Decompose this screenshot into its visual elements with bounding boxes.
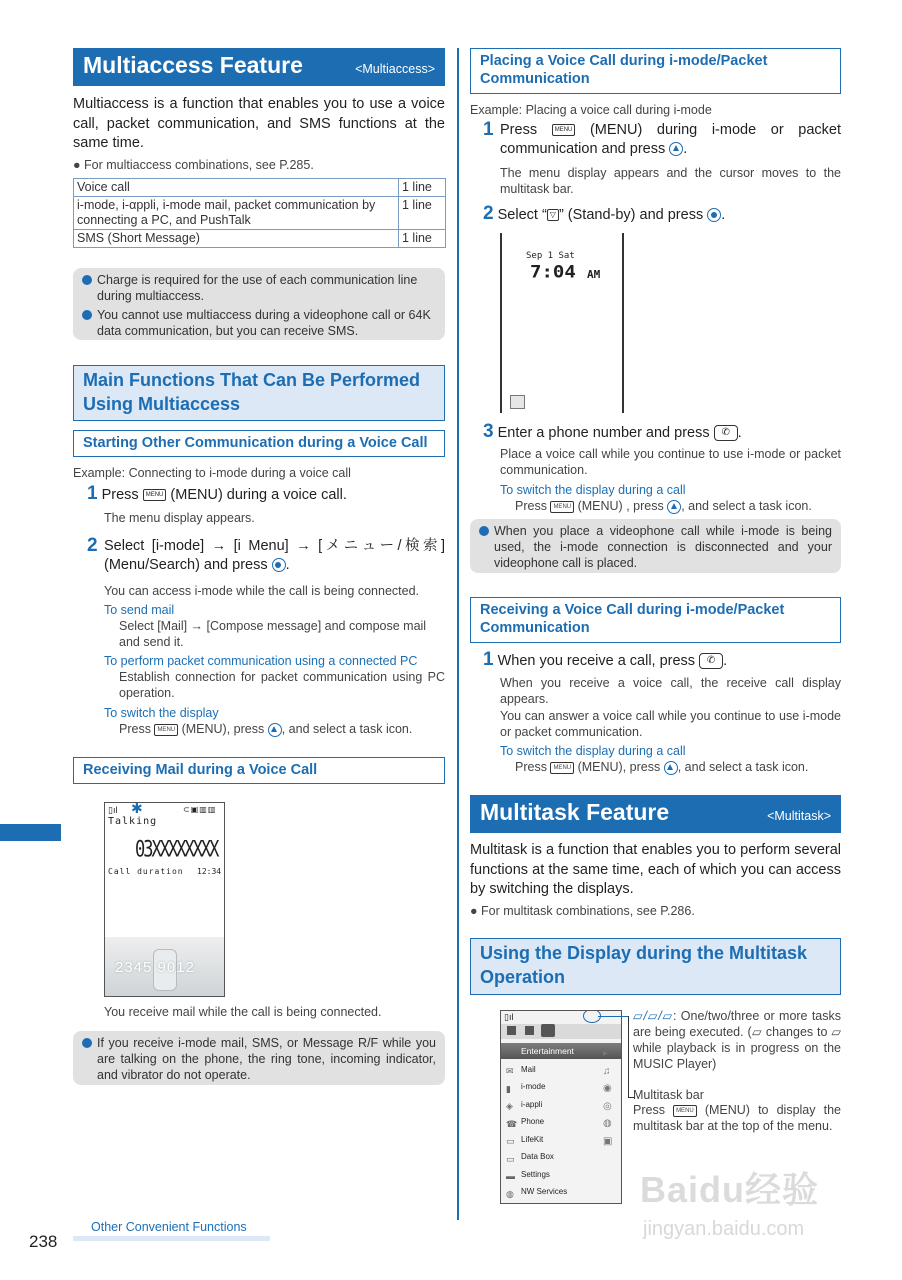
keypad-graphic [105,937,224,996]
note-item [82,272,434,304]
camera-icon [541,1024,555,1037]
multiaccess-intro: Multiaccess is a function that enables you to use a voice call, packet communication, and SMS functions at the same time. [73,96,445,151]
text: , and select a task icon. [681,499,812,513]
starting-header: Starting Other Communication during a Voice Call [73,430,445,457]
table-row [74,197,446,230]
packet-text: Establish connection for packet communication using PC operation. [119,670,445,700]
bullet-icon: ● [470,904,478,918]
annot-text: changes to [765,1025,828,1039]
switch-text [119,721,445,737]
receiving-switch-label: To switch the display during a call [500,744,686,758]
standby-icon [507,1026,516,1035]
packet-label: To perform packet communication using a connected PC [104,654,418,668]
placing-switch-text [515,498,841,514]
receiving-mail-header: Receiving Mail during a Voice Call [73,757,445,784]
music-task-icon: ▱ [831,1025,841,1039]
keypad-digits: 2345 9012 [115,959,195,976]
step-text: Press [101,487,139,503]
multitask-ref: ● For multitask combinations, see P.286. [470,904,695,918]
step-number: 1 [87,483,98,504]
send-mail-label: To send mail [104,603,175,617]
column-divider [457,48,459,1220]
step-text: ” (Stand-by) and press [558,207,704,223]
multiaccess-title: Multiaccess Feature [83,52,303,78]
placing-step3-desc: Place a voice call while you continue to use i-mode or packet communication. [500,447,841,477]
screen-time: 7:04 [530,262,576,282]
menu-key-icon: MENU [552,124,576,136]
receiving-mail-caption: You receive mail while the call is being connected. [104,1005,382,1019]
duration-value: 12:34 [197,867,222,876]
mail-indicator-icon: ✱ [131,802,143,816]
footer-section [73,1219,270,1241]
screen-date: Sep 1 Sat [526,251,575,261]
multitask-tag: <Multitask> [767,809,831,823]
menu-key-icon: MENU [550,762,574,774]
placing-header: Placing a Voice Call during i-mode/Packet Communication [470,48,841,94]
table-cell: Voice call [74,179,399,197]
note-text: Charge is required for the use of each communication line during multiaccess. [97,273,418,303]
placing-step2: 2 Select “ ▽ ” (Stand-by) and press . [483,203,726,224]
menu-label: Mail [521,1065,536,1074]
note-text: When you place a videophone call while i-mode is being used, the i-mode connection is disconnected and your videophone call is placed. [494,524,832,570]
placing-switch-label: To switch the display during a call [500,483,686,497]
callout-line [598,1016,628,1017]
note-item [479,523,832,571]
table-row [74,230,446,248]
placing-note [470,519,841,573]
multiaccess-ref: ● For multiaccess combinations, see P.285. [73,158,314,172]
note-bullet-icon [82,310,92,320]
table-cell: 1 line [399,179,446,197]
table-cell: SMS (Short Message) [74,230,399,248]
step-number: 2 [483,203,494,224]
starting-step1 [87,484,445,505]
menu-key-icon: MENU [673,1105,697,1117]
menu-label: i-mode [521,1082,546,1091]
menu-label: Entertainment [521,1046,574,1056]
annot-text: (MENU) to display the multitask bar at the top of the menu. [633,1103,841,1133]
placing-step3: 3 Enter a phone number and press ✆ . [483,421,742,442]
annot-text: One/two/three or more tasks are being executed. [633,1009,841,1039]
watermark-url: jingyan.baidu.com [643,1218,805,1240]
multiaccess-header [73,48,445,86]
standby-icon: ▽ [547,209,559,221]
multiaccess-table [73,178,446,248]
text: Press [515,499,547,513]
placing-example: Example: Placing a voice call during i-mode [470,103,712,117]
page-number: 238 [29,1232,58,1251]
send-mail-text: Select [Mail] → [Compose message] and compose mail and send it. [119,619,427,649]
note-item [82,307,434,339]
table-cell: 1 line [399,230,446,248]
menu-key-icon: MENU [550,501,574,513]
note-text: You cannot use multiaccess during a videophone call or 64K data communication, but you can receive SMS. [97,308,431,338]
menu-screen [500,1010,622,1204]
task-count-icon: ▱ [751,1025,763,1039]
multiaccess-tag: <Multiaccess> [355,62,435,76]
annot-text: Press [633,1103,665,1117]
annotation-multitask-text [633,1102,841,1134]
step-text: When you receive a call, press [497,653,696,669]
task-icon [525,1026,534,1035]
note-bullet-icon [82,275,92,285]
step-text: (MENU) during a voice call. [170,487,347,503]
callout-line [628,1016,629,1098]
table-cell: i-mode, i-αppli, i-mode mail, packet communication by connecting a PC, and PushTalk [74,197,399,230]
menu-key-icon: MENU [154,724,178,736]
starting-example: Example: Connecting to i-mode during a voice call [73,466,351,480]
note-item [82,1035,436,1083]
up-key-icon [664,761,678,775]
menu-label: NW Services [521,1187,568,1196]
using-display-header: Using the Display during the Multitask Operation [470,938,841,995]
step-number: 2 [87,535,98,556]
table-cell: 1 line [399,197,446,230]
up-key-icon [268,723,282,737]
starting-step2-desc: You can access i-mode while the call is being connected. [104,584,420,598]
step-text: Enter a phone number and press [497,425,710,441]
main-functions-header: Main Functions That Can Be Performed Using Multiaccess [73,365,445,421]
footer-section-label: Other Convenient Functions [91,1220,247,1234]
up-key-icon [667,500,681,514]
step-text: Select [i-mode] → [i Menu] → [メニュー/検索] (Menu/Search) and press [104,538,445,573]
call-status: Talking [108,816,158,827]
standby-screen [500,233,624,413]
center-key-icon [707,208,721,222]
receiving-switch-text [515,759,841,775]
step-text: (MENU) during i-mode or packet communication and press [500,122,841,157]
menu-label: Data Box [521,1152,554,1161]
note-bullet-icon [479,526,489,536]
menu-label: i-appli [521,1100,543,1109]
task-count-icon: ▱/▱/▱ [633,1009,673,1023]
note-text: If you receive i-mode mail, SMS, or Message R/F while you are talking on the phone, the ring tone, incoming indicator, and vibrator do not operate. [97,1036,436,1082]
annot-text: while playback is in progress on the MUSIC Player) [633,1041,841,1071]
step-text: Press [500,122,538,138]
status-icons: ⊂▣▥▥ [183,805,217,814]
menu-icon-column: ✉ ▮ ◈ ☎ ▭ ▭ ▬ ◍ [506,1066,518,1199]
text: , and select a task icon. [281,722,413,736]
switch-label: To switch the display [104,706,219,720]
receiving-call-header: Receiving a Voice Call during i-mode/Packet Communication [470,597,841,643]
bullet-icon: ● [73,158,81,172]
call-key-icon: ✆ [699,653,723,669]
placing-step1-desc: The menu display appears and the cursor moves to the multitask bar. [500,166,841,196]
signal-icon: ▯ıl [504,1012,514,1022]
annotation-tasks: ▱/▱/▱: One/two/three or more tasks are being executed. (▱ changes to ▱ while playback is in progress on the MUSIC Player) [633,1009,841,1071]
memo-icon [510,395,525,409]
side-tab-marker [0,824,61,841]
duration-label: Call duration [108,867,184,876]
receiving-mail-note [73,1031,445,1085]
talking-screen [104,802,225,997]
text: (MENU) , press [577,499,664,513]
step-text: Select “ [497,207,547,223]
step-number: 1 [483,119,494,140]
text: (MENU), press [577,760,661,774]
starting-step1-desc: The menu display appears. [104,511,255,525]
receiving-call-step1: 1 When you receive a call, press ✆ . [483,649,728,670]
menu-label: Phone [521,1117,545,1126]
step-number: 3 [483,421,494,442]
up-key-icon [669,142,683,156]
menu-label: LifeKit [521,1135,544,1144]
placing-step1: 1 Press MENU (MENU) during i-mode or packet communication and press . [483,119,841,157]
menu-side-icons: ▸ ♫ ◉ ◎ ◍ ▣ [603,1048,613,1147]
multiaccess-notes [73,268,445,340]
table-row [74,179,446,197]
text: (MENU), press [181,722,265,736]
starting-step2: 2 Select [i-mode] → [i Menu] → [メニュー/検索] (Menu/Search) and press . [87,535,445,573]
menu-label: Settings [521,1170,550,1179]
multitask-title: Multitask Feature [480,799,670,825]
menu-key-icon: MENU [143,489,167,501]
step-number: 1 [483,649,494,670]
text: , and select a task icon. [677,760,809,774]
annotation-multitask-title: Multitask bar [633,1088,704,1102]
call-key-icon: ✆ [714,425,738,441]
screen-ampm: AM [587,268,601,281]
text: Press [119,722,151,736]
note-bullet-icon [82,1038,92,1048]
multitask-intro: Multitask is a function that enables you to perform several functions at the same time, each of which you can access by switching the displays. [470,842,841,897]
text: Press [515,760,547,774]
center-key-icon [272,558,286,572]
receiving-call-desc1: When you receive a voice call, the receive call display appears. [500,676,841,706]
call-number: 03XXXXXXXX [135,837,218,863]
multitask-bar [501,1024,621,1039]
signal-icon: ▯ıl [108,805,118,815]
multitask-header [470,795,841,833]
watermark-logo: Baidu经验 [640,1169,820,1210]
receiving-call-desc2: You can answer a voice call while you continue to use i-mode or packet communication. [500,709,841,739]
